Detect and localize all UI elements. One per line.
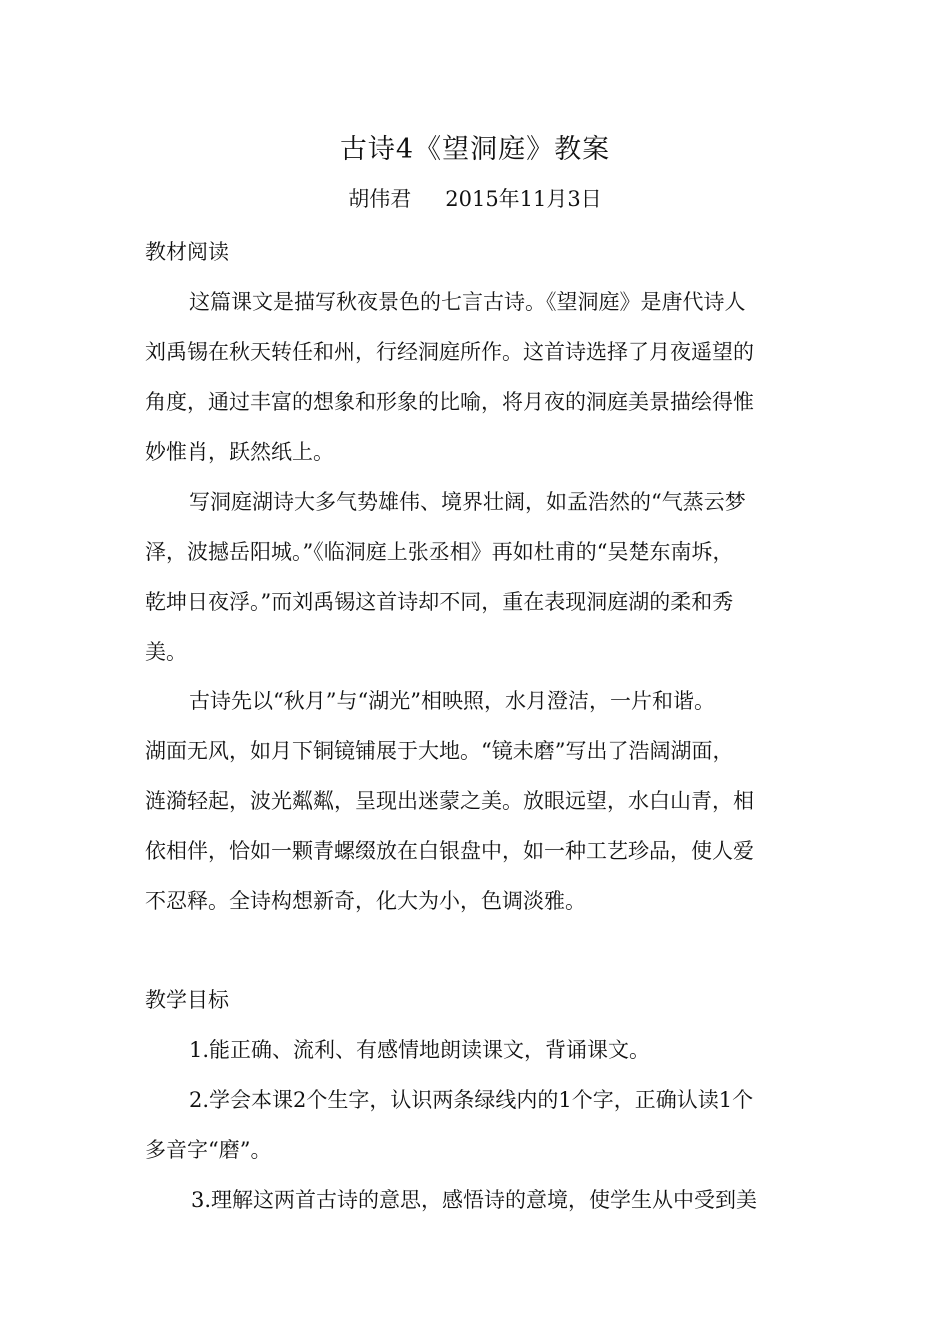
- document-title: 古诗4《望洞庭》教案: [339, 134, 611, 165]
- goal-item: 3.理解这两首古诗的意思，感悟诗的意境，使学生从中受到美: [191, 1188, 758, 1212]
- paragraph-line: 乾坤日夜浮。”而刘禹锡这首诗却不同，重在表现洞庭湖的柔和秀: [145, 590, 734, 614]
- goal-item-continuation: 多音字“磨”。: [145, 1138, 272, 1162]
- paragraph-line: 写洞庭湖诗大多气势雄伟、境界壮阔，如孟浩然的“气蒸云梦: [189, 490, 746, 514]
- document-byline: [0, 179, 950, 219]
- document-date: 2015年11月3日: [445, 187, 602, 211]
- paragraph-line: 湖面无风，如月下铜镜铺展于大地。“镜未磨”写出了浩阔湖面，: [145, 739, 734, 763]
- paragraph-line: 泽，波撼岳阳城。”《临洞庭上张丞相》再如杜甫的“吴楚东南坼，: [145, 540, 734, 564]
- section-heading-goals: 教学目标: [145, 988, 229, 1012]
- author-name: 胡伟君: [348, 187, 412, 211]
- section-heading-reading: 教材阅读: [145, 240, 229, 264]
- paragraph-line: 角度，通过丰富的想象和形象的比喻，将月夜的洞庭美景描绘得惟: [145, 390, 754, 414]
- paragraph-line: 不忍释。全诗构想新奇，化大为小，色调淡雅。: [145, 889, 586, 913]
- paragraph-line: 依相伴，恰如一颗青螺缀放在白银盘中，如一种工艺珍品，使人爱: [145, 839, 754, 863]
- paragraph-line: 这篇课文是描写秋夜景色的七言古诗。《望洞庭》是唐代诗人: [189, 290, 746, 314]
- paragraph-line: 古诗先以“秋月”与“湖光”相映照，水月澄洁，一片和谐。: [189, 689, 715, 713]
- paragraph-line: 妙惟肖，跃然纸上。: [145, 440, 334, 464]
- goal-item: 1.能正确、流利、有感情地朗读课文，背诵课文。: [189, 1038, 651, 1062]
- goal-item: 2.学会本课2个生字，认识两条绿线内的1个字，正确认读1个: [189, 1088, 754, 1112]
- paragraph-line: 刘禹锡在秋天转任和州，行经洞庭所作。这首诗选择了月夜遥望的: [145, 340, 754, 364]
- paragraph-line: 美。: [145, 640, 187, 664]
- paragraph-line: 涟漪轻起，波光粼粼，呈现出迷蒙之美。放眼远望，水白山青，相: [145, 789, 754, 813]
